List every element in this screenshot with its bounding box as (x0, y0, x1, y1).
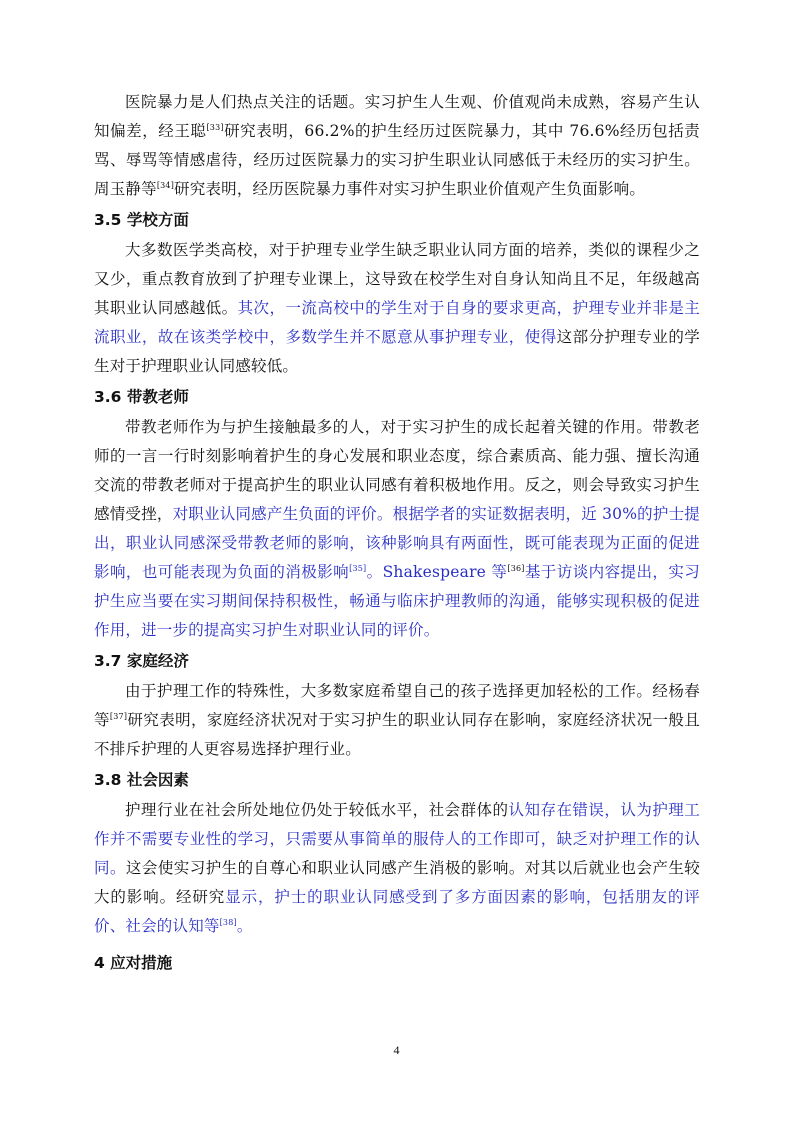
citation-38: [38] (219, 917, 237, 927)
text-run: 带教老师作为与护生接触最多的人，对于实习护生的成长起着关键的作用。带教老师的一言一行时刻影响着护生的身心发展和职业态度，综合素质高、能力强、擅长沟通交流的带教老师对于提高护生的职业认同感有着积极地作用。反之，则会导致实习护生感情受挫， (94, 418, 700, 523)
paragraph-school (94, 236, 700, 381)
page-content (94, 80, 700, 979)
highlighted-text: 其次，一流高校中的学生对于自身的要求更高，护理专业并非是主流职业，故在该类学校中，多数学生并不愿意从事护理专业，使得 (94, 299, 700, 346)
text-run: 大多数医学类高校，对于护理专业学生缺乏职业认同方面的培养，类似的课程少之又少，重点教育放到了护理专业课上，这导致在校学生对自身认知尚且不足，年级越高其职业认同感越低。 (94, 241, 700, 317)
highlighted-text: 基于访谈内容提出，实习护生应当要在实习期间保持积极性，畅通与临床护理教师的沟通，能够实现积极的促进作用，进一步的提高实习护生对职业认同的评价。 (94, 563, 701, 639)
citation-35: [35] (349, 563, 367, 573)
highlighted-text: 显示，护士的职业认同感受到了多方面因素的影响，包括朋友的评价、社会的认知等 (94, 888, 700, 935)
text-run: 。Shakespeare 等 (366, 563, 508, 581)
text-run: 。 (236, 917, 253, 935)
heading-4: 4 应对措施 (94, 954, 173, 972)
text-run: 这会使实习护生的自尊心和职业认同感产生消极的影响。对其以后就业也会产生较大的影响。经研究 (94, 859, 701, 906)
citation-37: [37] (109, 711, 128, 721)
citation-36: [36] (507, 563, 525, 573)
highlighted-text: 认知存在错误，认为护理工作并不需要专业性的学习，只需要从事简单的服侍人的工作即可，缺乏对护理工作的认同。 (94, 801, 700, 877)
citation-34: [34] (156, 180, 175, 190)
text-run: 这部分护理专业的学生对于护理职业认同感较低。 (94, 328, 700, 375)
heading-3-6: 3.6 带教老师 (94, 388, 189, 406)
text-run: 研究表明，66.2%的护生经历过医院暴力，其中 76.6%经历包括责骂、辱骂等情感虐待，经历过医院暴力的实习护生职业认同感低于未经历的实习护生。周玉静等 (94, 122, 700, 198)
text-run: 护理行业在社会所处地位仍处于较低水平，社会群体的 (125, 801, 509, 819)
text-run: 医院暴力是人们热点关注的话题。实习护生人生观、价值观尚未成熟，容易产生认知偏差，经王聪 (94, 93, 700, 140)
paragraph-hospital-violence (94, 88, 700, 204)
citation-33: [33] (206, 122, 224, 132)
heading-3-8: 3.8 社会因素 (94, 771, 189, 789)
highlighted-text: 对职业认同感产生负面的评价。根据学者的实证数据表明，近 30%的护士提出，职业认同感深受带教老师的影响，该种影响具有两面性，既可能表现为正面的促进影响，也可能表现为负面的消极影响 (94, 505, 700, 581)
paragraph-family (94, 677, 700, 764)
heading-3-7: 3.7 家庭经济 (94, 652, 189, 670)
paragraph-society (94, 796, 700, 941)
heading-3-5: 3.5 学校方面 (94, 211, 189, 229)
text-run: 研究表明，经历医院暴力事件对实习护生职业价值观产生负面影响。 (174, 180, 646, 198)
page-number: 4 (393, 1043, 400, 1057)
text-run: 研究表明，家庭经济状况对于实习护生的职业认同存在影响，家庭经济状况一般且不排斥护理的人更容易选择护理行业。 (94, 711, 701, 758)
text-run: 由于护理工作的特殊性，大多数家庭希望自己的孩子选择更加轻松的工作。经杨春等 (94, 682, 700, 729)
paragraph-teacher (94, 413, 700, 645)
